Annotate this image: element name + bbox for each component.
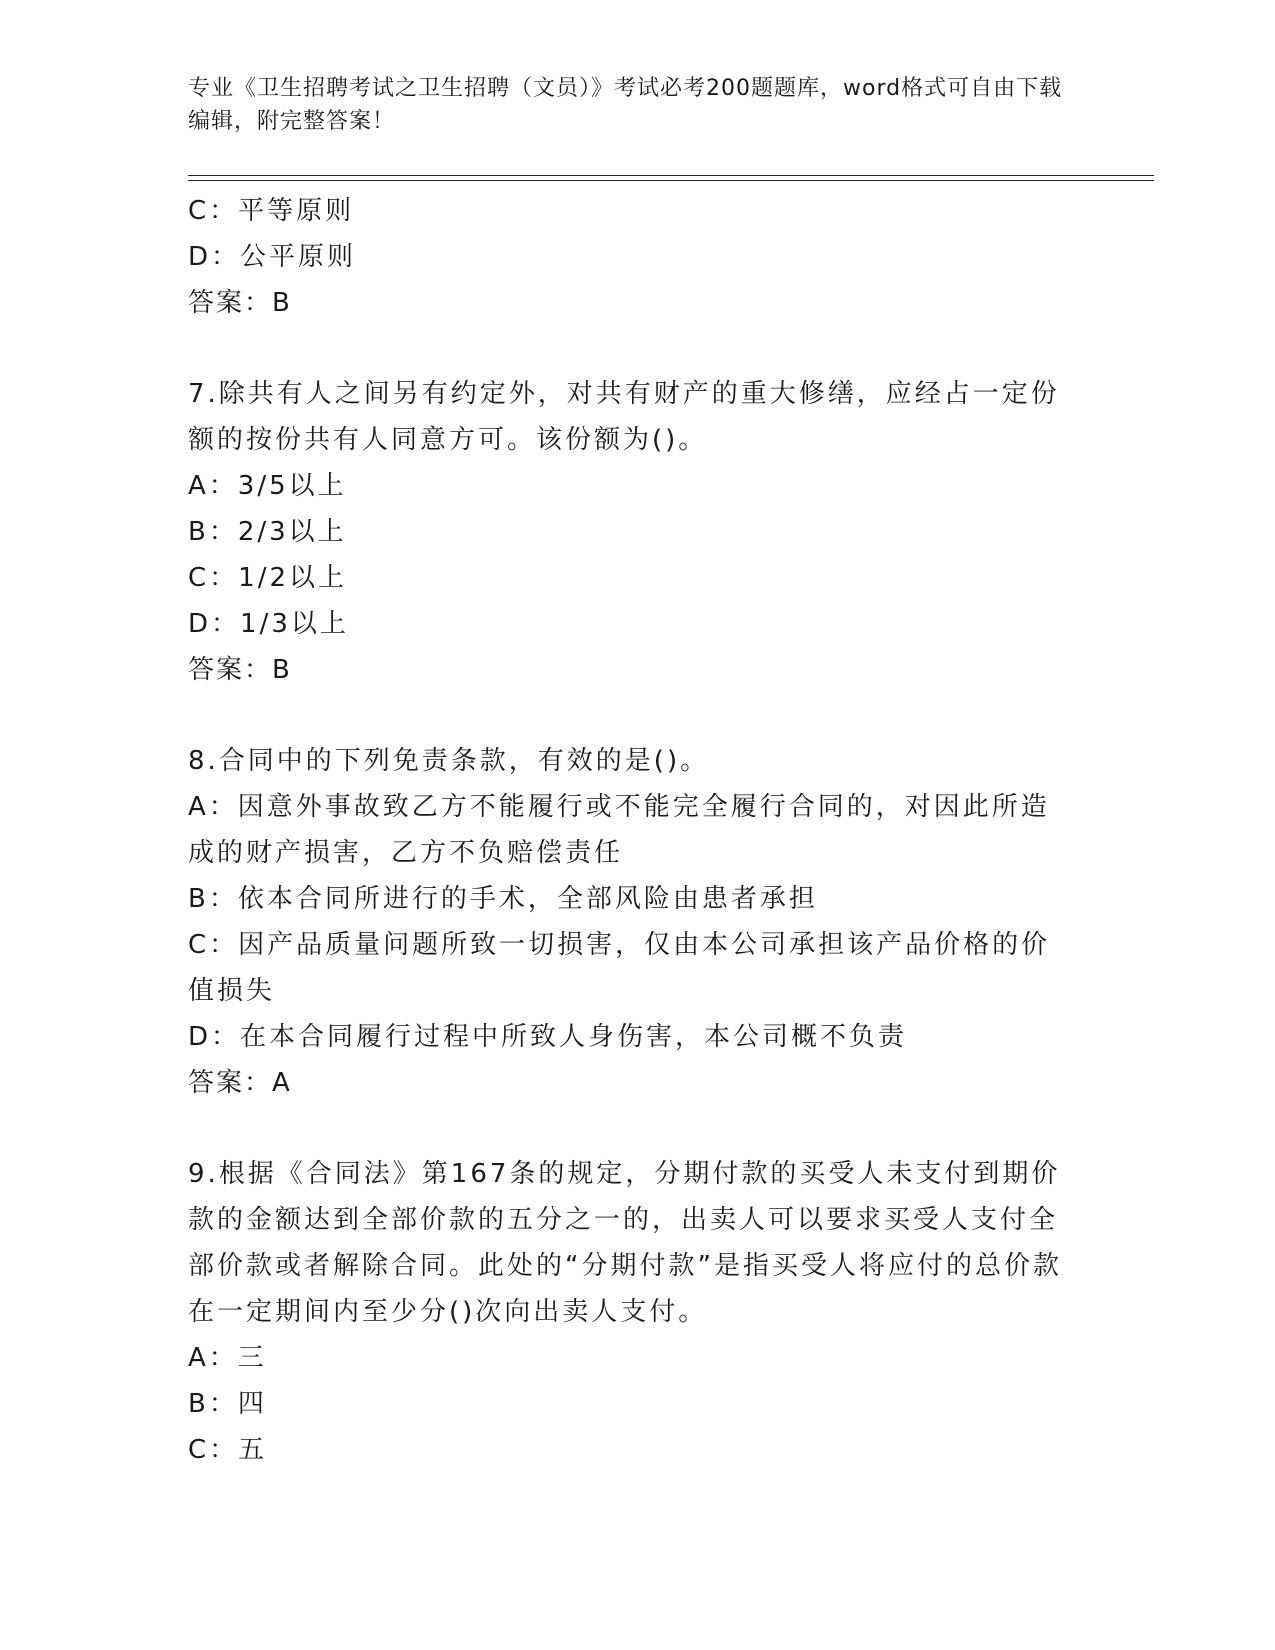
answer-line: 答案：A xyxy=(188,1068,292,1098)
option-d: D：在本合同履行过程中所致人身伤害，本公司概不负责 xyxy=(188,1022,908,1052)
spacer xyxy=(188,693,1068,738)
option-c: C：因产品质量问题所致一切损害，仅由本公司承担该产品价格的价值损失 xyxy=(188,930,1051,1006)
question-stem: 8.合同中的下列免责条款，有效的是()。 xyxy=(188,746,710,776)
option-a: A：三 xyxy=(188,1343,267,1373)
question-6-tail xyxy=(188,188,1068,326)
option-a: A：3/5以上 xyxy=(188,471,347,501)
question-9 xyxy=(188,1151,1068,1473)
option-a: A：因意外事故致乙方不能履行或不能完全履行合同的，对因此所造成的财产损害，乙方不负赔偿责任 xyxy=(188,792,1050,868)
option-d: D：1/3以上 xyxy=(188,609,349,639)
option-b: B：依本合同所进行的手术，全部风险由患者承担 xyxy=(188,884,818,914)
question-stem: 9.根据《合同法》第167条的规定，分期付款的买受人未支付到期价款的金额达到全部价款的五分之一的，出卖人可以要求买受人支付全部价款或者解除合同。此处的“分期付款”是指买受人将应付的总价款在一定期间内至少分()次向出卖人支付。 xyxy=(188,1159,1062,1327)
question-stem: 7.除共有人之间另有约定外，对共有财产的重大修缮，应经占一定份额的按份共有人同意方可。该份额为()。 xyxy=(188,379,1060,455)
answer-line: 答案：B xyxy=(188,288,292,318)
answer-line: 答案：B xyxy=(188,655,292,685)
option-c: C：平等原则 xyxy=(188,196,355,226)
option-c: C：五 xyxy=(188,1435,268,1465)
spacer xyxy=(188,1106,1068,1151)
header-divider-top xyxy=(188,175,1154,176)
question-7 xyxy=(188,371,1068,693)
document-body xyxy=(188,188,1068,1473)
spacer xyxy=(188,326,1068,371)
question-8 xyxy=(188,738,1068,1106)
option-b: B：2/3以上 xyxy=(188,517,347,547)
document-header: 专业《卫生招聘考试之卫生招聘（文员）》考试必考200题题库，word格式可自由下载编辑，附完整答案！ xyxy=(188,76,1063,134)
option-d: D：公平原则 xyxy=(188,242,357,272)
option-c: C：1/2以上 xyxy=(188,563,347,593)
option-b: B：四 xyxy=(188,1389,267,1419)
header-divider-bottom xyxy=(188,180,1154,181)
